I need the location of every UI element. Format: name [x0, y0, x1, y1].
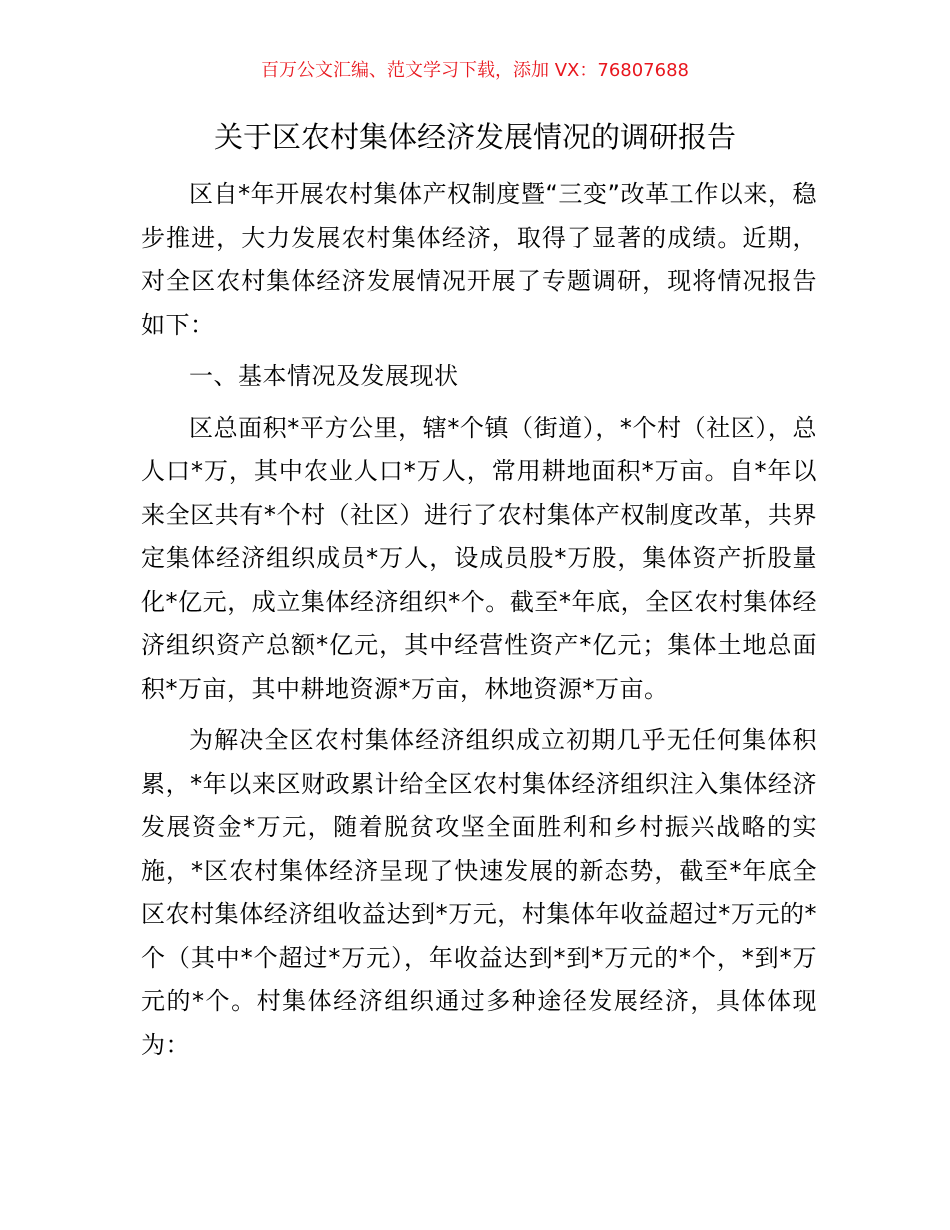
document-body: [141, 173, 817, 1067]
intro-paragraph: 区自*年开展农村集体产权制度暨“三变”改革工作以来，稳步推进，大力发展农村集体经济，取得了显著的成绩。近期，对全区农村集体经济发展情况开展了专题调研，现将情况报告如下：: [141, 180, 817, 339]
document-title: 关于区农村集体经济发展情况的调研报告: [213, 120, 736, 154]
section-heading: 一、基本情况及发展现状: [189, 362, 459, 390]
basic-situation-paragraph: 区总面积*平方公里，辖*个镇（街道），*个村（社区），总人口*万，其中农业人口*万人，常用耕地面积*万亩。自*年以来全区共有*个村（社区）进行了农村集体产权制度改革，共界定集体经济组织成员*万人，设成员股*万股，集体资产折股量化*亿元，成立集体经济组织*个。截至*年底，全区农村集体经济组织资产总额*亿元，其中经营性资产*亿元；集体土地总面积*万亩，其中耕地资源*万亩，林地资源*万亩。: [141, 413, 817, 703]
development-paragraph: 为解决全区农村集体经济组织成立初期几乎无任何集体积累，*年以来区财政累计给全区农村集体经济组织注入集体经济发展资金*万元，随着脱贫攻坚全面胜利和乡村振兴战略的实施，*区农村集体经济呈现了快速发展的新态势，截至*年底全区农村集体经济组收益达到*万元，村集体年收益超过*万元的*个（其中*个超过*万元），年收益达到*到*万元的*个，*到*万元的*个。村集体经济组织通过多种途径发展经济，具体体现为：: [141, 726, 817, 1059]
header-watermark-note: 百万公文汇编、范文学习下载，添加 VX：76807688: [261, 60, 689, 81]
